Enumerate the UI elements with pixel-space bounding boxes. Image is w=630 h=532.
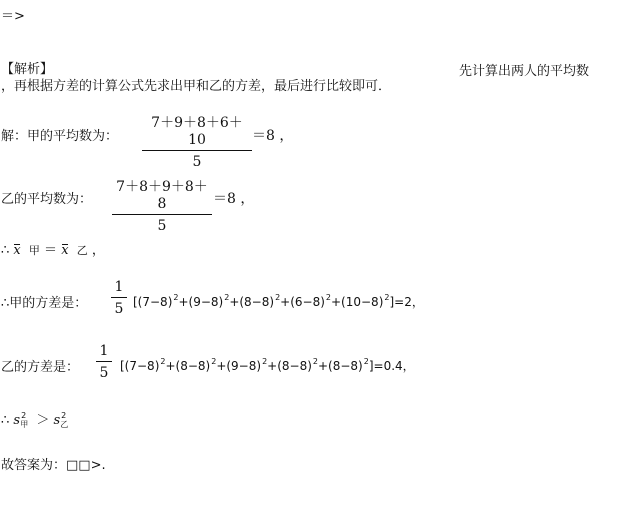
analysis-right-text: 先计算出两人的平均数 — [459, 64, 590, 79]
yi-mean-label: 乙的平均数为： — [1, 192, 93, 207]
mean-yi-subscript: 乙 — [76, 244, 88, 257]
yi-variance-denominator: 5 — [99, 365, 109, 381]
fraction-bar — [96, 361, 112, 362]
fraction-bar — [111, 297, 127, 298]
yi-variance-numerator: 1 — [99, 343, 109, 359]
variance-yi-subscript: 乙 — [60, 420, 69, 429]
yi-mean-result: ＝8 ， — [213, 191, 255, 207]
fraction-bar — [142, 150, 252, 151]
yi-mean-denominator: 5 — [157, 218, 167, 234]
means-equal-line — [1, 239, 105, 258]
top-answer: ＝> — [1, 9, 25, 24]
yi-mean-numerator: 7＋8＋9＋8＋8 — [116, 179, 208, 212]
yi-variance-fraction — [96, 343, 112, 381]
jia-mean-fraction — [142, 112, 252, 170]
therefore-symbol: ∴ — [1, 243, 10, 258]
equals-sign: ＝ — [44, 243, 58, 258]
answer-placeholder-boxes: □□ — [66, 458, 91, 473]
jia-mean-result: ＝8 ， — [252, 128, 294, 144]
yi-variance-expression: $[(7-8)^2+(8-8)^2+(9-8)^2+(8-8)^2+(8-8)^2]=0.4$， — [120, 357, 415, 373]
therefore-symbol: ∴ — [1, 413, 10, 428]
variance-jia-symbol: s — [13, 413, 21, 428]
analysis-line-2: ，再根据方差的计算公式先求出甲和乙的方差，最后进行比较即可． — [1, 79, 392, 94]
jia-variance-numerator: 1 — [114, 279, 124, 295]
analysis-label: 【解析】 — [1, 62, 54, 77]
answer-value: >. — [90, 458, 106, 473]
yi-variance-label: 乙的方差是： — [1, 360, 80, 375]
yi-mean-fraction — [112, 176, 212, 234]
variance-jia-subscript: 甲 — [20, 420, 29, 429]
mean-yi-symbol: x — [61, 243, 69, 258]
jia-mean-label: 解：甲的平均数为： — [1, 129, 119, 144]
greater-than-sign: ＞ — [36, 413, 50, 428]
answer-label: 故答案为： — [1, 458, 67, 473]
variance-compare-line: ∴ $s^2_甲 > s^2_乙$ — [1, 411, 69, 429]
jia-mean-denominator: 5 — [192, 154, 202, 170]
variance-yi-symbol: s — [53, 413, 61, 428]
jia-variance-denominator: 5 — [114, 301, 124, 317]
final-answer-line — [1, 454, 106, 473]
jia-variance-expression: $[(7-8)^2+(9-8)^2+(8-8)^2+(6-8)^2+(10-8)^2]=2$， — [133, 293, 424, 309]
fraction-bar — [112, 214, 212, 215]
jia-mean-numerator: 7＋9＋8＋6＋10 — [151, 115, 243, 148]
line-end-comma: ， — [91, 243, 105, 258]
jia-variance-label: ∴甲的方差是： — [1, 296, 88, 311]
mean-jia-symbol: x — [13, 243, 21, 258]
jia-variance-fraction — [111, 279, 127, 317]
mean-jia-subscript: 甲 — [28, 244, 40, 257]
